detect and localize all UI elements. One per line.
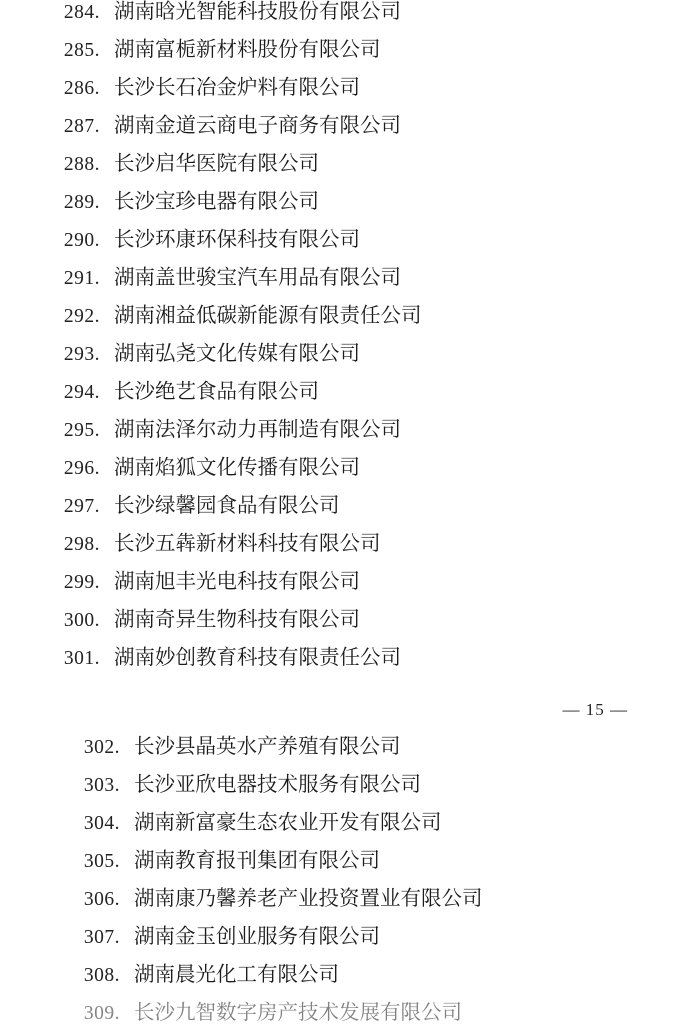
list-item-number: 296. <box>63 458 100 479</box>
list-item-number: 298. <box>63 534 100 555</box>
list-item <box>0 380 700 418</box>
list-item <box>0 925 700 963</box>
list-item <box>0 608 700 646</box>
list-item-name: 长沙九智数字房产技术发展有限公司 <box>134 1000 462 1024</box>
list-item-name: 长沙宝珍电器有限公司 <box>114 189 319 213</box>
list-item-number: 294. <box>63 382 100 403</box>
list-item-name: 湖南金道云商电子商务有限公司 <box>114 113 401 137</box>
list-item <box>0 76 700 114</box>
list-item-number: 304. <box>83 813 120 834</box>
list-item <box>0 152 700 190</box>
list-item-name: 长沙长石冶金炉料有限公司 <box>114 75 360 99</box>
list-item <box>0 418 700 456</box>
list-item <box>0 342 700 380</box>
list-item-name: 湖南晨光化工有限公司 <box>134 962 339 986</box>
list-item-number: 293. <box>63 344 100 365</box>
list-item-name: 湖南焰狐文化传播有限公司 <box>114 455 360 479</box>
list-item-name: 湖南法泽尔动力再制造有限公司 <box>114 417 401 441</box>
list-item-number: 299. <box>63 572 100 593</box>
list-item-number: 301. <box>63 648 100 669</box>
list-item <box>0 228 700 266</box>
list-item-name: 长沙县晶英水产养殖有限公司 <box>134 734 401 758</box>
list-item-name: 湖南奇异生物科技有限公司 <box>114 607 360 631</box>
list-item <box>0 887 700 925</box>
list-item-name: 湖南金玉创业服务有限公司 <box>134 924 380 948</box>
list-item-number: 288. <box>63 154 100 175</box>
list-item <box>0 38 700 76</box>
list-item-name: 湖南新富豪生态农业开发有限公司 <box>134 810 442 834</box>
list-item-number: 287. <box>63 116 100 137</box>
list-item-number: 303. <box>83 775 120 796</box>
list-item <box>0 304 700 342</box>
list-item-number: 308. <box>83 965 120 986</box>
list-item <box>0 266 700 304</box>
list-item-name: 长沙五犇新材料科技有限公司 <box>114 531 381 555</box>
list-item-name: 湖南妙创教育科技有限责任公司 <box>114 645 401 669</box>
list-item-number: 285. <box>63 40 100 61</box>
list-item <box>0 811 700 849</box>
list-item-name: 湖南富栀新材料股份有限公司 <box>114 37 381 61</box>
list-item <box>0 0 700 38</box>
list-item <box>0 646 700 684</box>
list-item-number: 292. <box>63 306 100 327</box>
list-item <box>0 190 700 228</box>
list-item-number: 302. <box>83 737 120 758</box>
list-item-number: 291. <box>63 268 100 289</box>
list-item-name: 长沙环康环保科技有限公司 <box>114 227 360 251</box>
list-item <box>0 849 700 887</box>
list-item <box>0 532 700 570</box>
list-item-name: 湖南盖世骏宝汽车用品有限公司 <box>114 265 401 289</box>
list-item-name: 湖南弘尧文化传媒有限公司 <box>114 341 360 365</box>
list-item-number: 300. <box>63 610 100 631</box>
list-item-number: 295. <box>63 420 100 441</box>
list-item-number: 286. <box>63 78 100 99</box>
list-item-name: 长沙绝艺食品有限公司 <box>114 379 319 403</box>
list-item-number: 306. <box>83 889 120 910</box>
list-item-name: 湖南教育报刊集团有限公司 <box>134 848 380 872</box>
list-item <box>0 1001 700 1031</box>
list-item <box>0 735 700 773</box>
list-item <box>0 963 700 1001</box>
list-item-name: 湖南湘益低碳新能源有限责任公司 <box>114 303 422 327</box>
list-item-number: 309. <box>83 1003 120 1024</box>
list-item-number: 307. <box>83 927 120 948</box>
list-item-number: 297. <box>63 496 100 517</box>
list-item-name: 长沙亚欣电器技术服务有限公司 <box>134 772 421 796</box>
list-item-name: 湖南康乃馨养老产业投资置业有限公司 <box>134 886 483 910</box>
list-item-number: 290. <box>63 230 100 251</box>
list-item-name: 湖南晗光智能科技股份有限公司 <box>114 0 401 23</box>
list-item-name: 长沙启华医院有限公司 <box>114 151 319 175</box>
list-item-number: 284. <box>63 2 100 23</box>
list-item-number: 305. <box>83 851 120 872</box>
list-item <box>0 494 700 532</box>
company-list-block-two <box>0 735 700 1031</box>
list-item-name: 湖南旭丰光电科技有限公司 <box>114 569 360 593</box>
page-number: — 15 — <box>562 700 628 719</box>
list-item-number: 289. <box>63 192 100 213</box>
list-item <box>0 570 700 608</box>
list-item <box>0 114 700 152</box>
list-item <box>0 773 700 811</box>
list-item <box>0 456 700 494</box>
list-item-name: 长沙绿馨园食品有限公司 <box>114 493 340 517</box>
